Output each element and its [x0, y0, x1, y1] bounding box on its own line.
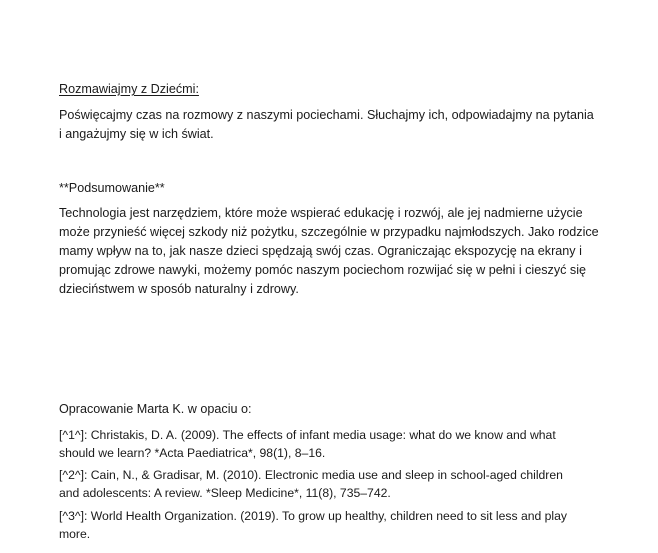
- summary-heading: **Podsumowanie**: [59, 181, 165, 195]
- reference-item-1: [^1^]: Christakis, D. A. (2009). The effects of infant media usage: what do we know and what should we learn? *Acta Paediatrica*, 98(1), 8–16.: [59, 428, 556, 460]
- reference-item-3: [^3^]: World Health Organization. (2019). To grow up healthy, children need to sit less and play more.: [59, 509, 568, 541]
- section-paragraph-talk-with-children: Poświęcajmy czas na rozmowy z naszymi pociechami. Słuchajmy ich, odpowiadajmy na pytania i angażujmy się w ich świat.: [59, 108, 594, 141]
- section-heading-talk-with-children: Rozmawiajmy z Dziećmi:: [59, 82, 199, 96]
- reference-item-2: [^2^]: Cain, N., & Gradisar, M. (2010). Electronic media use and sleep in school-aged children and adolescents: A review. *Sleep Medicine*, 11(8), 735–742.: [59, 468, 563, 500]
- summary-paragraph: Technologia jest narzędziem, które może wspierać edukację i rozwój, ale jej nadmierne użycie może przynieść więcej szkody niż pożytku, szczególnie w przypadku najmłodszych. Jako rodzice mamy wpływ na to, jak nasze dzieci spędzają swój czas. Ograniczając ekspozycję na ekrany i promując zdrowe nawyki, możemy pomóc naszym pociechom rozwijać się w pełni i cieszyć się dzieciństwem w sposób naturalny i zdrowy.: [59, 206, 599, 296]
- credits-line: Opracowanie Marta K. w opaciu o:: [59, 402, 252, 416]
